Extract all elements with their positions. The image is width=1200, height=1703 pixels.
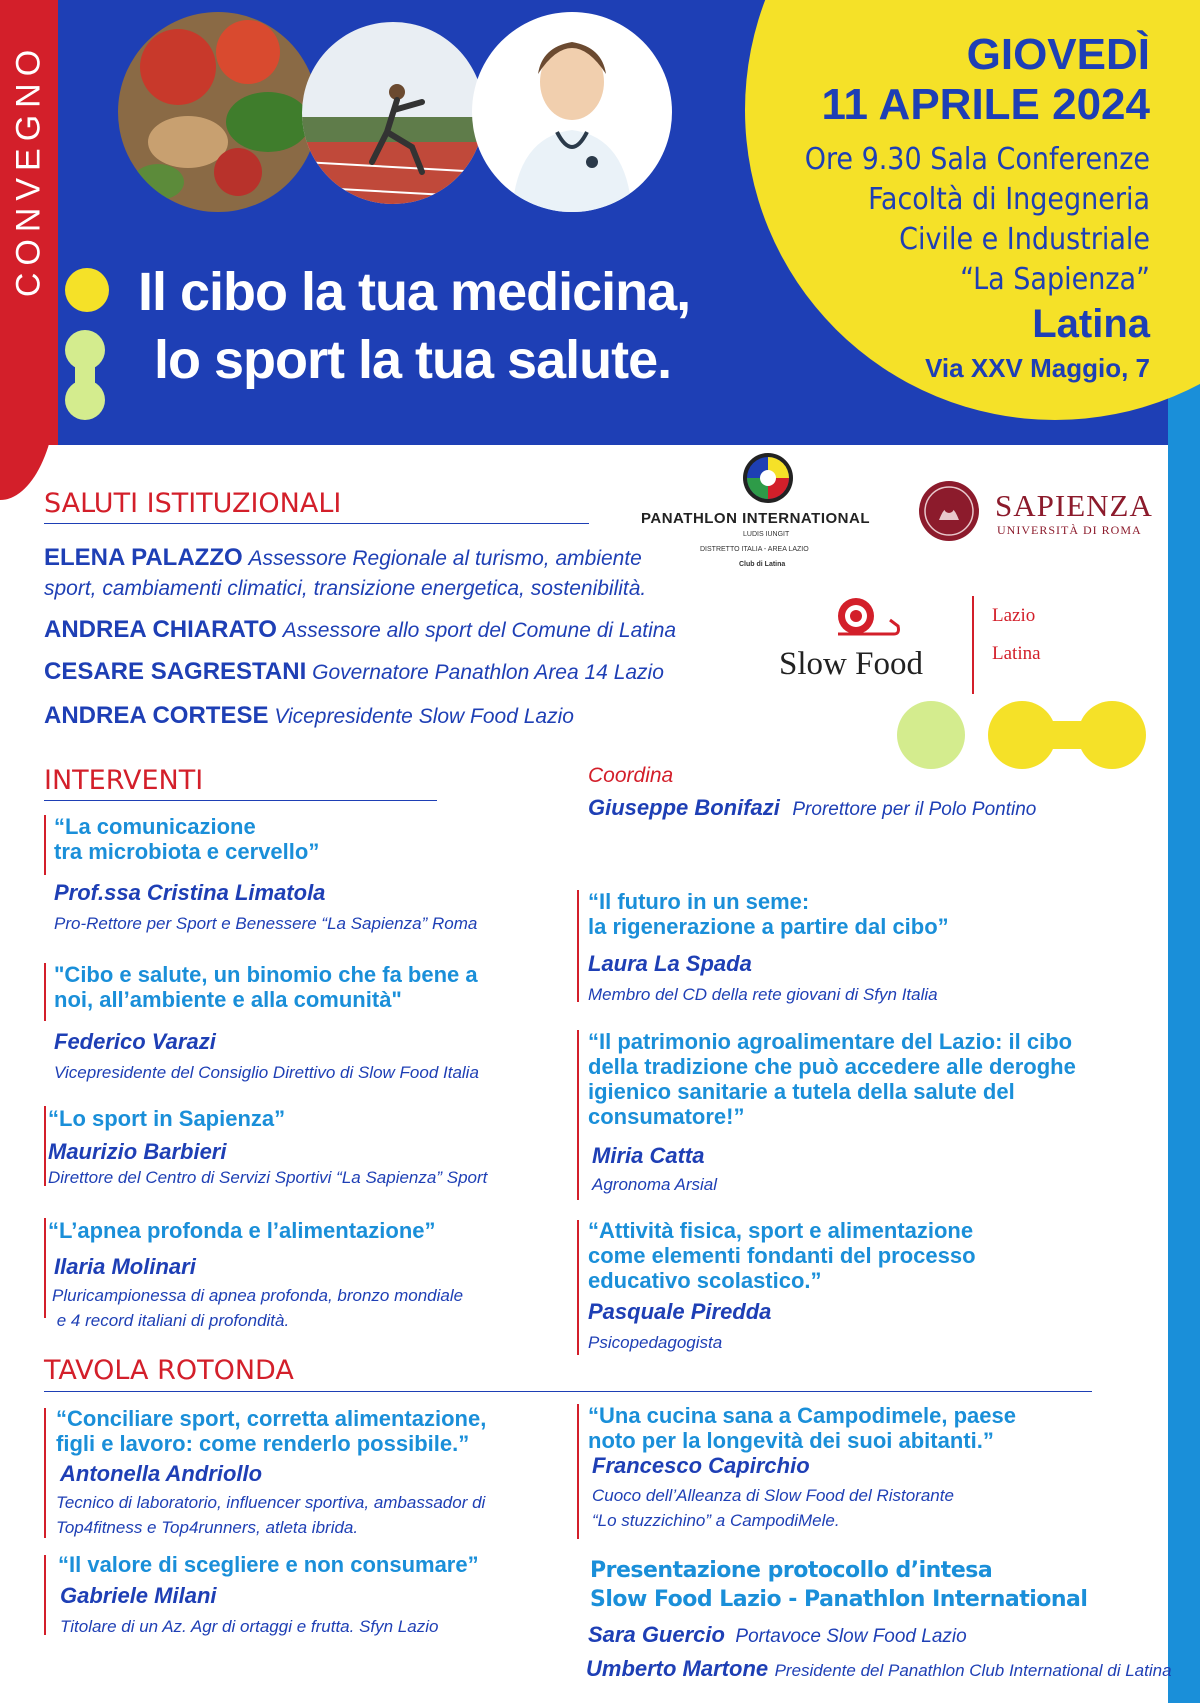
coordinator-name: Giuseppe Bonifazi bbox=[588, 795, 780, 820]
slowfood-divider bbox=[972, 596, 974, 694]
venue-line: Facoltà di Ingegneria bbox=[868, 182, 1150, 217]
section-title-interventi: INTERVENTI bbox=[44, 765, 204, 796]
talk-title: “Attività fisica, sport e alimentazione come elementi fondanti del processo educativo scolastico.” bbox=[588, 1218, 976, 1293]
speaker-role: Titolare di un Az. Agr di ortaggi e frutta. Sfyn Lazio bbox=[60, 1617, 439, 1636]
institutional-item bbox=[44, 544, 642, 572]
talk-title: “L’apnea profonda e l’alimentazione” bbox=[48, 1218, 436, 1243]
person-name: ELENA PALAZZO bbox=[44, 544, 243, 571]
right-blue-strip bbox=[1168, 380, 1200, 1703]
speaker-name: Pasquale Piredda bbox=[588, 1299, 772, 1324]
event-title-line1: Il cibo la tua medicina, bbox=[138, 262, 691, 322]
section-rule bbox=[44, 523, 589, 524]
person-role: Assessore allo sport del Comune di Latina bbox=[282, 619, 677, 642]
talk-marker bbox=[44, 1106, 46, 1186]
person-role: Portavoce Slow Food Lazio bbox=[735, 1626, 967, 1647]
speaker-role: Pluricampionessa di apnea profonda, bronzo mondiale e 4 record italiani di profondità. bbox=[52, 1286, 464, 1330]
talk-title: “Conciliare sport, corretta alimentazione, figli e lavoro: come renderlo possibile.” bbox=[56, 1406, 487, 1456]
talk-marker bbox=[44, 963, 46, 1021]
speaker-role: Cuoco dell’Alleanza di Slow Food del Ristorante “Lo stuzzichino” a CampodiMele. bbox=[592, 1486, 954, 1530]
coordinator-role: Prorettore per il Polo Pontino bbox=[792, 799, 1037, 820]
person-name: ANDREA CHIARATO bbox=[44, 616, 277, 643]
talk-title: “Il patrimonio agroalimentare del Lazio: il cibo della tradizione che può accedere alle deroghe igienico sanitarie a tutela della salute del consumatore!” bbox=[588, 1029, 1076, 1129]
person-name: ANDREA CORTESE bbox=[44, 702, 269, 729]
section-title-tavola: TAVOLA ROTONDA bbox=[44, 1355, 294, 1386]
protocol-person bbox=[588, 1622, 967, 1648]
doctor-photo bbox=[472, 12, 672, 212]
slowfood-name: Slow Food bbox=[779, 646, 923, 682]
person-role: Presidente del Panathlon Club International di Latina bbox=[774, 1661, 1172, 1680]
speaker-role: Pro-Rettore per Sport e Benessere “La Sapienza” Roma bbox=[54, 914, 478, 933]
speaker-name: Federico Varazi bbox=[54, 1029, 216, 1054]
speaker-name: Miria Catta bbox=[592, 1143, 705, 1168]
panathlon-logo-icon bbox=[742, 452, 794, 504]
talk-title: “Una cucina sana a Campodimele, paese noto per la longevità dei suoi abitanti.” bbox=[588, 1403, 1016, 1453]
talk-title: “Lo sport in Sapienza” bbox=[48, 1106, 286, 1131]
athlete-photo bbox=[302, 22, 484, 204]
speaker-name: Maurizio Barbieri bbox=[48, 1139, 227, 1164]
sapienza-seal-icon bbox=[918, 480, 980, 542]
speaker-role: Tecnico di laboratorio, influencer sportiva, ambassador di Top4fitness e Top4runners, atleta ibrida. bbox=[56, 1493, 486, 1537]
panathlon-name: PANATHLON INTERNATIONAL bbox=[641, 510, 870, 527]
event-address: Via XXV Maggio, 7 bbox=[925, 353, 1150, 383]
person-name: Sara Guercio bbox=[588, 1622, 725, 1647]
person-role: Assessore Regionale al turismo, ambiente bbox=[248, 547, 642, 570]
talk-title: “La comunicazione tra microbiota e cervello” bbox=[54, 814, 320, 864]
talk-marker bbox=[44, 815, 46, 875]
institutional-item bbox=[44, 658, 664, 686]
sapienza-subtitle: UNIVERSITÀ DI ROMA bbox=[997, 523, 1142, 537]
coordinator-label: Coordina bbox=[588, 764, 674, 787]
person-role: sport, cambiamenti climatici, transizione energetica, sostenibilità. bbox=[44, 577, 647, 600]
speaker-role: Agronoma Arsial bbox=[592, 1175, 718, 1194]
event-info bbox=[805, 30, 1150, 388]
speaker-role: Membro del CD della rete giovani di Sfyn Italia bbox=[588, 985, 938, 1004]
speaker-name: Prof.ssa Cristina Limatola bbox=[54, 880, 326, 905]
talk-marker bbox=[44, 1408, 46, 1538]
coordinator bbox=[588, 795, 1036, 821]
institutional-item bbox=[44, 702, 574, 730]
event-day: GIOVEDÌ bbox=[966, 30, 1150, 79]
speaker-name: Antonella Andriollo bbox=[60, 1461, 263, 1486]
sapienza-name: SAPIENZA bbox=[995, 488, 1153, 523]
talk-marker bbox=[44, 1218, 46, 1318]
speaker-name: Ilaria Molinari bbox=[54, 1254, 196, 1279]
panathlon-district: DISTRETTO ITALIA - AREA LAZIO bbox=[700, 546, 809, 553]
slowfood-snail-icon bbox=[830, 596, 902, 640]
event-city: Latina bbox=[1032, 302, 1150, 346]
institutional-item bbox=[44, 616, 676, 644]
side-red-curve bbox=[0, 380, 58, 500]
talk-title: “Il valore di scegliere e non consumare” bbox=[58, 1552, 479, 1577]
section-rule bbox=[44, 1391, 1092, 1392]
institutional-item-cont bbox=[44, 577, 646, 601]
protocol-person bbox=[586, 1656, 1172, 1682]
talk-title: “Il futuro in un seme: la rigenerazione a partire dal cibo” bbox=[588, 889, 949, 939]
food-photo bbox=[118, 12, 318, 212]
speaker-role: Direttore del Centro di Servizi Sportivi “La Sapienza” Sport bbox=[48, 1168, 488, 1187]
section-rule bbox=[44, 800, 437, 801]
yellow-dot-link bbox=[1040, 721, 1090, 749]
talk-marker bbox=[577, 1220, 579, 1355]
talk-marker bbox=[577, 1404, 579, 1539]
talk-marker bbox=[44, 1555, 46, 1635]
panathlon-club: Club di Latina bbox=[739, 561, 786, 568]
venue-line: “La Sapienza” bbox=[960, 262, 1150, 297]
talk-marker bbox=[577, 1030, 579, 1200]
slowfood-region: Latina bbox=[992, 643, 1041, 664]
yellow-dot bbox=[65, 268, 109, 312]
convegno-label: CONVEGNO bbox=[9, 42, 48, 298]
speaker-name: Laura La Spada bbox=[588, 951, 752, 976]
venue-line: Ore 9.30 Sala Conferenze bbox=[804, 142, 1150, 177]
event-date: 11 APRILE 2024 bbox=[821, 80, 1150, 129]
person-name: Umberto Martone bbox=[586, 1656, 769, 1681]
talk-title: "Cibo e salute, un binomio che fa bene a noi, all’ambiente e alla comunità" bbox=[54, 962, 478, 1012]
speaker-name: Francesco Capirchio bbox=[592, 1453, 810, 1478]
person-role: Governatore Panathlon Area 14 Lazio bbox=[312, 661, 664, 684]
protocol-title: Presentazione protocollo d’intesa Slow Food Lazio - Panathlon International bbox=[590, 1558, 1088, 1612]
speaker-role: Psicopedagogista bbox=[588, 1333, 723, 1352]
section-title-saluti: SALUTI ISTITUZIONALI bbox=[44, 488, 342, 519]
event-title-line2: lo sport la tua salute. bbox=[154, 330, 672, 390]
talk-marker bbox=[577, 890, 579, 1002]
speaker-name: Gabriele Milani bbox=[60, 1583, 217, 1608]
panathlon-motto: LUDIS IUNGIT bbox=[743, 531, 790, 538]
slowfood-region: Lazio bbox=[992, 605, 1036, 626]
person-name: CESARE SAGRESTANI bbox=[44, 658, 307, 685]
venue-line: Civile e Industriale bbox=[899, 222, 1150, 257]
person-role: Vicepresidente Slow Food Lazio bbox=[274, 705, 574, 728]
green-dot-decor bbox=[897, 701, 965, 769]
speaker-role: Vicepresidente del Consiglio Direttivo di Slow Food Italia bbox=[54, 1063, 479, 1082]
green-dot-link bbox=[75, 350, 95, 398]
